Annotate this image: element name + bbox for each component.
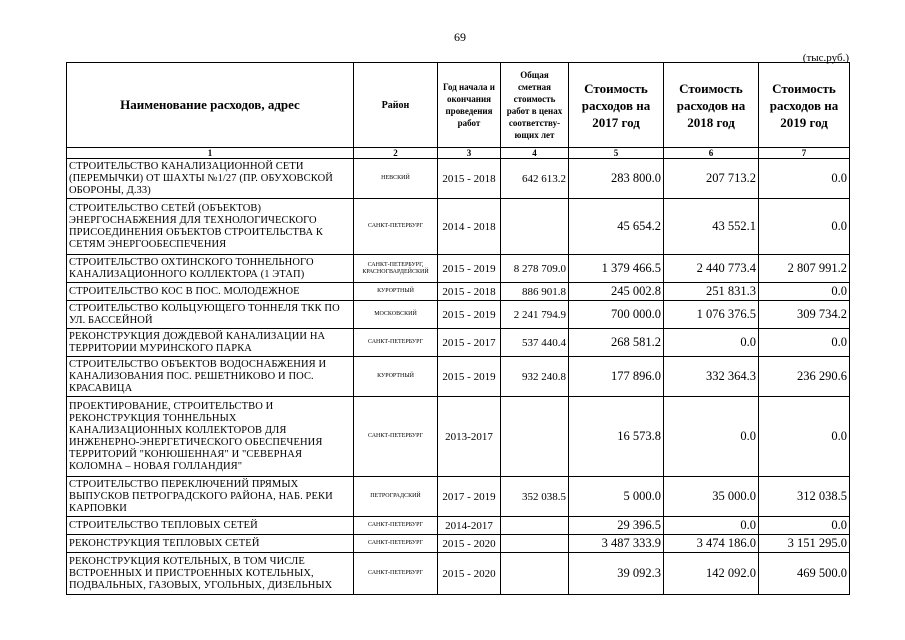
cost-2018-cell: 332 364.3 bbox=[664, 357, 759, 397]
expense-name-cell: СТРОИТЕЛЬСТВО ОБЪЕКТОВ ВОДОСНАБЖЕНИЯ И КАНАЛИЗОВАНИЯ ПОС. РЕШЕТНИКОВО И ПОС. КРАСАВИЦА bbox=[67, 357, 354, 397]
cost-2017-cell: 5 000.0 bbox=[569, 477, 664, 517]
cost-2017-cell: 39 092.3 bbox=[569, 553, 664, 595]
district-cell: САНКТ-ПЕТЕРБУРГ bbox=[354, 199, 438, 255]
cost-2018-cell: 251 831.3 bbox=[664, 283, 759, 301]
estimate-cell bbox=[501, 553, 569, 595]
table-row bbox=[67, 199, 850, 255]
years-cell: 2017 - 2019 bbox=[438, 477, 501, 517]
years-cell: 2015 - 2019 bbox=[438, 255, 501, 283]
district-cell: САНКТ-ПЕТЕРБУРГ, КРАСНОГВАРДЕЙСКИЙ bbox=[354, 255, 438, 283]
cost-2019-cell: 0.0 bbox=[759, 397, 850, 477]
expense-name-cell: РЕКОНСТРУКЦИЯ ТЕПЛОВЫХ СЕТЕЙ bbox=[67, 535, 354, 553]
cost-2019-cell: 309 734.2 bbox=[759, 301, 850, 329]
cost-2019-cell: 0.0 bbox=[759, 517, 850, 535]
table-row bbox=[67, 517, 850, 535]
cost-2018-cell: 3 474 186.0 bbox=[664, 535, 759, 553]
cost-2019-cell: 2 807 991.2 bbox=[759, 255, 850, 283]
cost-2018-cell: 43 552.1 bbox=[664, 199, 759, 255]
cost-2018-cell: 142 092.0 bbox=[664, 553, 759, 595]
district-cell: САНКТ-ПЕТЕРБУРГ bbox=[354, 517, 438, 535]
district-cell: САНКТ-ПЕТЕРБУРГ bbox=[354, 397, 438, 477]
expense-name-cell: СТРОИТЕЛЬСТВО ПЕРЕКЛЮЧЕНИЙ ПРЯМЫХ ВЫПУСКОВ ПЕТРОГРАДСКОГО РАЙОНА, НАБ. РЕКИ КАРПОВКИ bbox=[67, 477, 354, 517]
cost-2017-cell: 1 379 466.5 bbox=[569, 255, 664, 283]
cost-2018-cell: 0.0 bbox=[664, 397, 759, 477]
cost-2017-cell: 177 896.0 bbox=[569, 357, 664, 397]
column-number: 6 bbox=[664, 148, 759, 159]
cost-2017-cell: 16 573.8 bbox=[569, 397, 664, 477]
header-years: Год начала и окончания проведения работ bbox=[438, 63, 501, 148]
expense-name-cell: РЕКОНСТРУКЦИЯ КОТЕЛЬНЫХ, В ТОМ ЧИСЛЕ ВСТРОЕННЫХ И ПРИСТРОЕННЫХ КОТЕЛЬНЫХ, ПОДВАЛЬНЫХ, ГАЗОВЫХ, УГОЛЬНЫХ, ДИЗЕЛЬНЫХ bbox=[67, 553, 354, 595]
cost-2018-cell: 1 076 376.5 bbox=[664, 301, 759, 329]
cost-2019-cell: 3 151 295.0 bbox=[759, 535, 850, 553]
cost-2018-cell: 35 000.0 bbox=[664, 477, 759, 517]
table-row bbox=[67, 329, 850, 357]
header-district: Район bbox=[354, 63, 438, 148]
cost-2017-cell: 245 002.8 bbox=[569, 283, 664, 301]
district-cell: ПЕТРОГРАДСКИЙ bbox=[354, 477, 438, 517]
district-cell: САНКТ-ПЕТЕРБУРГ bbox=[354, 535, 438, 553]
column-number: 1 bbox=[67, 148, 354, 159]
cost-2019-cell: 0.0 bbox=[759, 283, 850, 301]
years-cell: 2015 - 2020 bbox=[438, 535, 501, 553]
cost-2018-cell: 207 713.2 bbox=[664, 159, 759, 199]
estimate-cell: 886 901.8 bbox=[501, 283, 569, 301]
cost-2017-cell: 700 000.0 bbox=[569, 301, 664, 329]
budget-table bbox=[66, 62, 850, 595]
table-row bbox=[67, 159, 850, 199]
estimate-cell: 932 240.8 bbox=[501, 357, 569, 397]
cost-2019-cell: 312 038.5 bbox=[759, 477, 850, 517]
header-cost-2017: Стоимость расходов на 2017 год bbox=[569, 63, 664, 148]
table-row bbox=[67, 301, 850, 329]
cost-2017-cell: 45 654.2 bbox=[569, 199, 664, 255]
column-number: 5 bbox=[569, 148, 664, 159]
years-cell: 2014-2017 bbox=[438, 517, 501, 535]
expense-name-cell: СТРОИТЕЛЬСТВО ТЕПЛОВЫХ СЕТЕЙ bbox=[67, 517, 354, 535]
years-cell: 2015 - 2020 bbox=[438, 553, 501, 595]
district-cell: САНКТ-ПЕТЕРБУРГ bbox=[354, 329, 438, 357]
district-cell: КУРОРТНЫЙ bbox=[354, 357, 438, 397]
cost-2019-cell: 0.0 bbox=[759, 159, 850, 199]
expense-name-cell: ПРОЕКТИРОВАНИЕ, СТРОИТЕЛЬСТВО И РЕКОНСТРУКЦИЯ ТОННЕЛЬНЫХ КАНАЛИЗАЦИОННЫХ КОЛЛЕКТОРОВ ДЛЯ ИНЖЕНЕРНО-ЭНЕРГЕТИЧЕСКОГО ОБЕСПЕЧЕНИЯ ТЕРРИТОРИЙ "КОНЮШЕННАЯ" И "СЕВЕРНАЯ КОЛОМНА – НОВАЯ ГОЛЛАНДИЯ" bbox=[67, 397, 354, 477]
cost-2019-cell: 0.0 bbox=[759, 329, 850, 357]
table-row bbox=[67, 397, 850, 477]
cost-2018-cell: 2 440 773.4 bbox=[664, 255, 759, 283]
header-estimate: Общая сметная стоимость работ в ценах соответству-ющих лет bbox=[501, 63, 569, 148]
column-number: 2 bbox=[354, 148, 438, 159]
expense-name-cell: СТРОИТЕЛЬСТВО КОЛЬЦУЮЩЕГО ТОННЕЛЯ ТКК ПО УЛ. БАССЕЙНОЙ bbox=[67, 301, 354, 329]
cost-2019-cell: 236 290.6 bbox=[759, 357, 850, 397]
table-row bbox=[67, 283, 850, 301]
estimate-cell: 537 440.4 bbox=[501, 329, 569, 357]
estimate-cell bbox=[501, 397, 569, 477]
estimate-cell bbox=[501, 517, 569, 535]
column-number-row bbox=[67, 148, 850, 159]
expense-name-cell: СТРОИТЕЛЬСТВО СЕТЕЙ (ОБЪЕКТОВ) ЭНЕРГОСНАБЖЕНИЯ ДЛЯ ТЕХНОЛОГИЧЕСКОГО ПРИСОЕДИНЕНИЯ ОБЪЕКТОВ СТРОИТЕЛЬСТВА К СЕТЯМ ЭНЕРГООБЕСПЕЧЕНИЯ bbox=[67, 199, 354, 255]
years-cell: 2014 - 2018 bbox=[438, 199, 501, 255]
cost-2017-cell: 268 581.2 bbox=[569, 329, 664, 357]
years-cell: 2015 - 2017 bbox=[438, 329, 501, 357]
table-body bbox=[67, 159, 850, 595]
estimate-cell: 352 038.5 bbox=[501, 477, 569, 517]
cost-2017-cell: 3 487 333.9 bbox=[569, 535, 664, 553]
years-cell: 2015 - 2018 bbox=[438, 283, 501, 301]
cost-2018-cell: 0.0 bbox=[664, 329, 759, 357]
table-row bbox=[67, 255, 850, 283]
years-cell: 2015 - 2019 bbox=[438, 301, 501, 329]
expense-name-cell: СТРОИТЕЛЬСТВО ОХТИНСКОГО ТОННЕЛЬНОГО КАНАЛИЗАЦИОННОГО КОЛЛЕКТОРА (1 ЭТАП) bbox=[67, 255, 354, 283]
header-cost-2018: Стоимость расходов на 2018 год bbox=[664, 63, 759, 148]
cost-2018-cell: 0.0 bbox=[664, 517, 759, 535]
years-cell: 2015 - 2018 bbox=[438, 159, 501, 199]
cost-2019-cell: 469 500.0 bbox=[759, 553, 850, 595]
estimate-cell: 642 613.2 bbox=[501, 159, 569, 199]
years-cell: 2015 - 2019 bbox=[438, 357, 501, 397]
expense-name-cell: СТРОИТЕЛЬСТВО КАНАЛИЗАЦИОННОЙ СЕТИ (ПЕРЕМЫЧКИ) ОТ ШАХТЫ №1/27 (ПР. ОБУХОВСКОЙ ОБОРОНЫ, Д.33) bbox=[67, 159, 354, 199]
estimate-cell bbox=[501, 199, 569, 255]
estimate-cell: 2 241 794.9 bbox=[501, 301, 569, 329]
table-row bbox=[67, 357, 850, 397]
table-row bbox=[67, 535, 850, 553]
years-cell: 2013-2017 bbox=[438, 397, 501, 477]
district-cell: КУРОРТНЫЙ bbox=[354, 283, 438, 301]
district-cell: НЕВСКИЙ bbox=[354, 159, 438, 199]
column-number: 4 bbox=[501, 148, 569, 159]
district-cell: МОСКОВСКИЙ bbox=[354, 301, 438, 329]
column-number: 7 bbox=[759, 148, 850, 159]
cost-2017-cell: 283 800.0 bbox=[569, 159, 664, 199]
cost-2017-cell: 29 396.5 bbox=[569, 517, 664, 535]
expense-name-cell: СТРОИТЕЛЬСТВО КОС В ПОС. МОЛОДЕЖНОЕ bbox=[67, 283, 354, 301]
district-cell: САНКТ-ПЕТЕРБУРГ bbox=[354, 553, 438, 595]
estimate-cell bbox=[501, 535, 569, 553]
expense-name-cell: РЕКОНСТРУКЦИЯ ДОЖДЕВОЙ КАНАЛИЗАЦИИ НА ТЕРРИТОРИИ МУРИНСКОГО ПАРКА bbox=[67, 329, 354, 357]
estimate-cell: 8 278 709.0 bbox=[501, 255, 569, 283]
page-number: 69 bbox=[454, 30, 466, 44]
table-row bbox=[67, 477, 850, 517]
header-name: Наименование расходов, адрес bbox=[67, 63, 354, 148]
column-number: 3 bbox=[438, 148, 501, 159]
units-label: (тыс.руб.) bbox=[802, 52, 849, 64]
table-row bbox=[67, 553, 850, 595]
cost-2019-cell: 0.0 bbox=[759, 199, 850, 255]
header-row bbox=[67, 63, 850, 148]
header-cost-2019: Стоимость расходов на 2019 год bbox=[759, 63, 850, 148]
